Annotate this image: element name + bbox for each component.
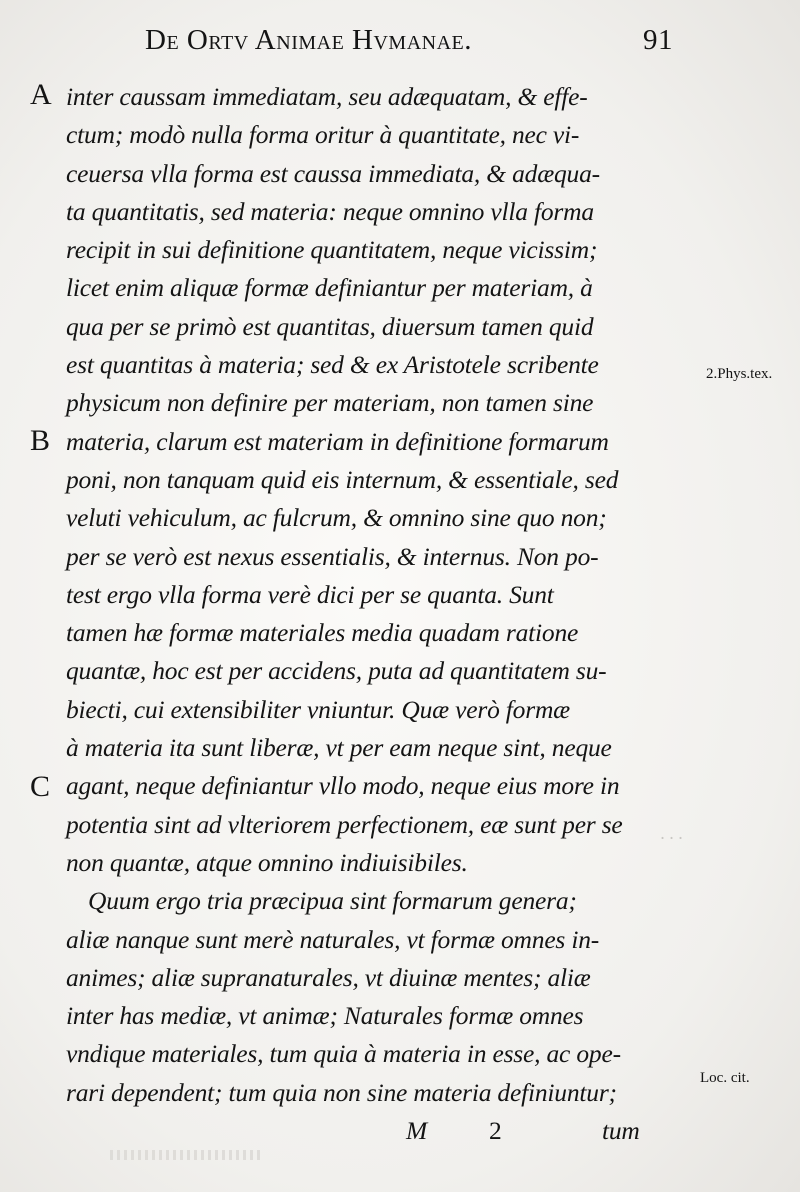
signature-number: 2 [489,1116,502,1146]
text-line: test ergo vlla forma verè dici per se quanta. Sunt [66,579,554,609]
running-header [145,24,705,57]
text-line: à materia ita sunt liberæ, vt per eam neque sint, neque [66,733,612,763]
show-through-smudge [110,1150,260,1160]
page-number: 91 [643,24,673,56]
text-line: est quantitas à materia; sed & ex Aristotele scribente [66,350,599,380]
section-marker-b: B [30,424,51,457]
running-title: De Ortv Animae Hvmanae. [145,24,473,56]
text-line: biecti, cui extensibiliter vniuntur. Quæ verò formæ [66,694,570,724]
text-line: licet enim aliquæ formæ definiantur per materiam, à [66,273,593,303]
text-line: physicum non definire per materiam, non tamen sine [66,388,594,418]
text-line: potentia sint ad vlteriorem perfectionem, eæ sunt per se [66,809,623,839]
text-line: non quantæ, atque omnino indiuisibiles. [66,847,468,877]
margin-note-physics: 2.Phys.tex. [706,366,773,382]
text-line: poni, non tanquam quid eis internum, & essentiale, sed [66,464,619,494]
show-through-text: · · · [660,828,683,848]
text-line: animes; aliæ supranaturales, vt diuinæ mentes; aliæ [66,962,591,992]
margin-note-loc-cit: Loc. cit. [700,1070,750,1086]
text-line: veluti vehiculum, ac fulcrum, & omnino sine quo non; [66,503,607,533]
text-line: ta quantitatis, sed materia: neque omnino vlla forma [66,196,594,226]
footer-line [66,1112,706,1150]
text-line: qua per se primò est quantitas, diuersum tamen quid [66,311,594,341]
text-line: inter has mediæ, vt animæ; Naturales formæ omnes [66,1001,584,1031]
text-line: quantæ, hoc est per accidens, puta ad quantitatem su- [66,656,607,686]
text-line: tamen hæ formæ materiales media quadam ratione [66,618,579,648]
text-line: rari dependent; tum quia non sine materia definiuntur; [66,1077,617,1107]
text-line: per se verò est nexus essentialis, & internus. Non po- [66,541,599,571]
text-line: ceuersa vlla forma est caussa immediata, & adæqua- [66,158,600,188]
section-marker-c: C [30,770,51,803]
body-text [66,78,706,1150]
text-line: recipit in sui definitione quantitatem, neque vicissim; [66,235,598,265]
signature-mark [406,1112,502,1150]
text-line: inter caussam immediatam, seu adæquatam, & effe- [66,82,588,111]
signature-letter: M [406,1116,428,1146]
text-line: vndique materiales, tum quia à materia in esse, ac ope- [66,1039,621,1069]
section-marker-a: A [30,78,52,111]
text-line: materia, clarum est materiam in definitione formarum [66,426,609,456]
text-line: ctum; modò nulla forma oritur à quantitate, nec vi- [66,120,580,150]
paragraph-start-line: Quum ergo tria præcipua sint formarum genera; [88,886,577,916]
text-line: aliæ nanque sunt merè naturales, vt formæ omnes in- [66,924,600,954]
text-line: agant, neque definiantur vllo modo, neque eius more in [66,771,620,801]
catchword: tum [602,1116,640,1146]
